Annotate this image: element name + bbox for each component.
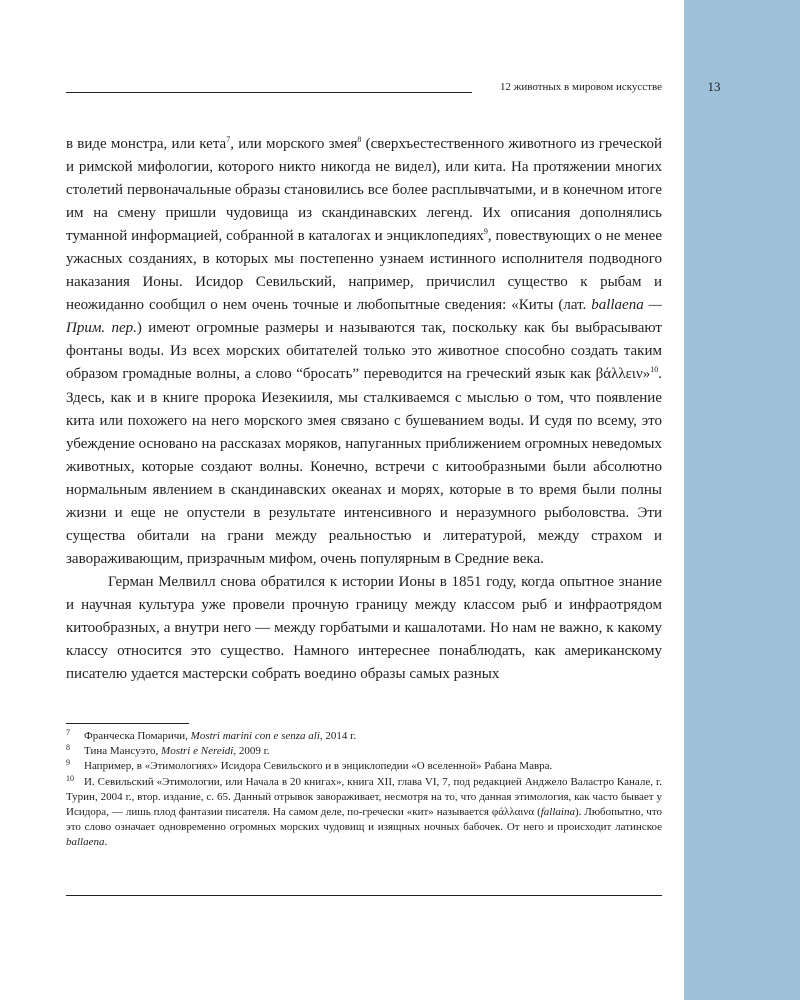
footnote-rule	[66, 723, 189, 724]
footnote-ref-9: 9	[483, 227, 488, 237]
footnote-text: ). Любопытно, что это слово означает одновременно огромных морских чудовищ и изящных ночных бабочек. От него и происходит латинское	[66, 806, 662, 834]
header-rule	[66, 92, 472, 93]
footnote-text: , 2014 г.	[319, 730, 357, 742]
text-segment: ) имеют огромные размеры и называются так, поскольку как бы выбрасывают фонтаны воды. Из всех морских обитателей только это животное способно создать таким образом громадные волны, а слово “бросать” переводится на греческий язык как βάλλειν»	[66, 320, 662, 383]
footnote-text: , 2009 г.	[233, 745, 270, 758]
italic-text: Mostri marini con e senza ali	[190, 730, 320, 742]
main-text	[66, 133, 662, 686]
paragraph-2: Герман Мелвилл снова обратился к истории Ионы в 1851 году, когда опытное знание и научная культура уже провели прочную границу между классом рыб и инфраотрядом китообразных, а внутри него — между горбатыми и кашалотами. Но нам не важно, к какому классу относится это существо. Намного интереснее понаблюдать, как американскому писателю удается мастерски собрать воедино образы самых разных	[66, 573, 662, 683]
running-title: 12 животных в мировом искусстве	[500, 81, 662, 93]
bottom-rule	[66, 895, 662, 896]
footnote-10: 10 И. Севильский «Этимологии, или Начала в 20 книгах», книга XII, глава VI, 7, под редакцией Анджело Валастро Канале, г. Турин, 2004 г., втор. издание, с. 65. Данный отрывок завораживает, несмотря на то, что данная этимология, как часто бывает у Исидора, — лишь плод фантазии писателя. На самом деле, по-гречески «кит» называется φάλλαινα (fallaina). Любопытно, что это слово означает одновременно огромных морских чудовищ и изящных ночных бабочек. От него и происходит латинское ballaena.	[66, 773, 662, 849]
footnote-ref-8: 8	[357, 135, 362, 144]
footnote-ref-10: 10	[650, 365, 659, 375]
footnote-7: 7 Франческа Помаричи, Mostri marini con e senza ali, 2014 г.	[66, 728, 357, 742]
paragraph-1	[66, 133, 662, 571]
italic-text: fallaina	[540, 806, 575, 819]
text-segment: (сверхъестественного животного из греческой и римской мифологии, которого никто никогда не видел), или кита. На протяжении многих столетий первоначальные образы становились все более расплывчатыми, и в конечном итоге им на смену пришли чудовища из скандинавских легенд. Их описания дополнялись туманной информацией, собранной в каталогах и энциклопедиях	[66, 136, 662, 245]
text-segment: , или морского змея	[230, 136, 358, 152]
footnote-text: .	[104, 836, 108, 849]
italic-text: Mostri e Nereidi	[161, 745, 234, 758]
page-number: 13	[707, 79, 721, 94]
footnote-9: 9 Например, в «Этимологиях» Исидора Севильского и в энциклопедии «О вселенной» Рабана Мавра.	[66, 758, 553, 773]
footnote-ref-7: 7	[226, 135, 231, 144]
text-segment: , повествующих о не менее ужасных созданиях, в которых мы постепенно узнаем истинного исполнителя подводного наказания Ионы. Исидор Севильский, например, причислил существо к рыбам и неожиданно сообщил о нем очень точные и любопытные сведения: «Киты (лат.	[66, 228, 662, 314]
footnotes	[66, 729, 662, 851]
italic-text: ballaena	[66, 836, 105, 849]
text-segment: . Здесь, как и в книге пророка Иезекииля, мы сталкиваемся с мыслью о том, что появление кита или похожего на него морского змея связано с бушеванием воды. И судя по всему, это убеждение основано на рассказах моряков, напуганных приближением огромных неведомых животных, которые создают волны. Конечно, встречи с китообразными были абсолютно нормальным явлением в скандинавских океанах и морях, которые в то время были полны жизни и еще не опустели в результате интенсивного и неразумного рыболовства. Эти существа обитали на грани между реальностью и литературой, между страхом и завораживающим, призрачным мифом, очень популярным в Средние века.	[66, 366, 662, 567]
italic-text: ballaena — Прим. пер.	[66, 297, 662, 337]
text-segment: в виде монстра, или кета	[66, 136, 227, 152]
footnote-8: 8 Тина Мансуэто, Mostri e Nereidi, 2009 г.	[66, 743, 270, 758]
side-color-band	[684, 0, 800, 1000]
footnote-text: Например, в «Этимологиях» Исидора Севильского и в энциклопедии «О вселенной» Рабана Мавра.	[84, 760, 553, 773]
footnote-text: Франческа Помаричи,	[84, 730, 191, 742]
footnote-text: Тина Мансуэто,	[84, 745, 162, 758]
footnote-text: И. Севильский «Этимологии, или Начала в 20 книгах», книга XII, глава VI, 7, под редакцией Анджело Валастро Канале, г. Турин, 2004 г., втор. издание, с. 65. Данный отрывок завораживает, несмотря на то, что данная этимология, как часто бывает у Исидора, — лишь плод фантазии писателя. На самом деле, по-гречески «кит» называется φάλλαινα (	[66, 775, 662, 819]
